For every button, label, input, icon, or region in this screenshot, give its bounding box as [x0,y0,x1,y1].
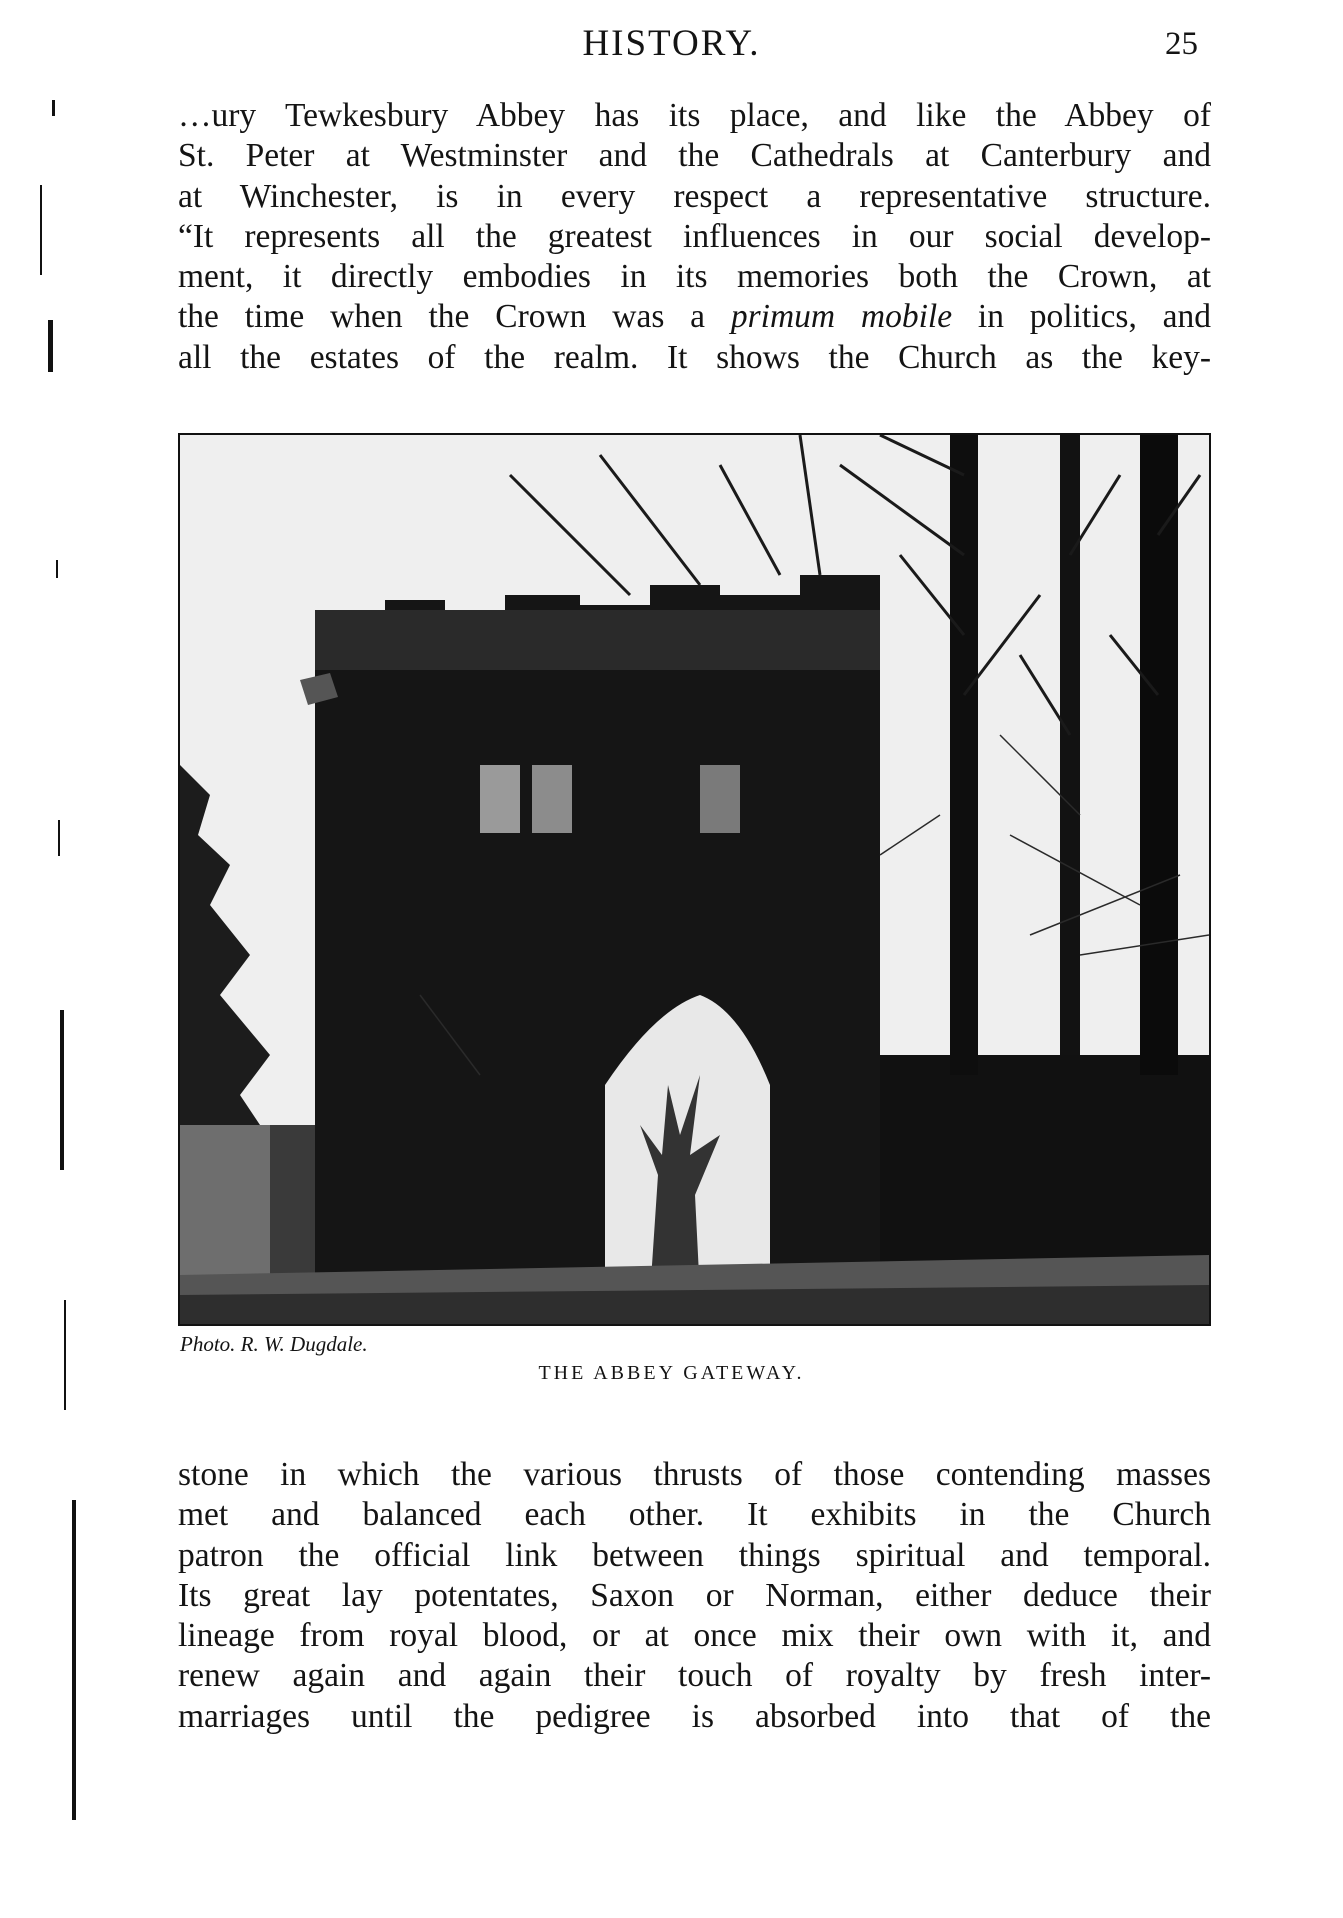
italic-phrase: primum mobile [730,298,953,336]
margin-scan-mark [72,1500,76,1820]
text-line: stone in which the various thrusts of those contending masses [178,1456,1211,1493]
abbey-gateway-photograph [178,433,1211,1326]
page-number: 25 [1165,26,1198,62]
text-line: met and balanced each other. It exhibits in the Church [178,1496,1211,1534]
text-line: “It represents all the greatest influences in our social develop- [178,217,1211,255]
top-text-block [178,96,1211,378]
text-line: Its great lay potentates, Saxon or Norman, either deduce their [178,1576,1211,1614]
bottom-text-block [178,1455,1211,1737]
text-line: renew again and again their touch of royalty by fresh inter- [178,1657,1211,1695]
text-line: lineage from royal blood, or at once mix their own with it, and [178,1617,1211,1655]
running-head: HISTORY. [582,23,761,64]
text-line: at Winchester, is in every respect a representative structure. [178,177,1211,215]
photograph-illustration [180,435,1209,1324]
margin-scan-mark [40,185,42,275]
text-run: in politics, and [952,298,1211,336]
text-line: ment, it directly embodies in its memories both the Crown, at [178,258,1211,296]
margin-scan-mark [48,320,53,372]
text-line-with-italic [178,297,1211,337]
text-line: marriages until the pedigree is absorbed into that of the [178,1697,1211,1735]
text-line: St. Peter at Westminster and the Cathedrals at Canterbury and [178,137,1211,175]
figure-caption: THE ABBEY GATEWAY. [538,1362,805,1384]
text-run: the time when the Crown was a [178,298,731,336]
text-line: all the estates of the realm. It shows the Church as the key- [178,338,1211,376]
text-line: patron the official link between things spiritual and temporal. [178,1536,1211,1574]
margin-scan-mark [52,100,55,116]
margin-scan-mark [60,1010,64,1170]
margin-scan-mark [56,560,58,578]
margin-scan-mark [64,1300,66,1410]
text-line: …ury Tewkesbury Abbey has its place, and like the Abbey of [178,97,1211,134]
photo-credit: Photo. R. W. Dugdale. [180,1332,368,1356]
margin-scan-mark [58,820,60,856]
